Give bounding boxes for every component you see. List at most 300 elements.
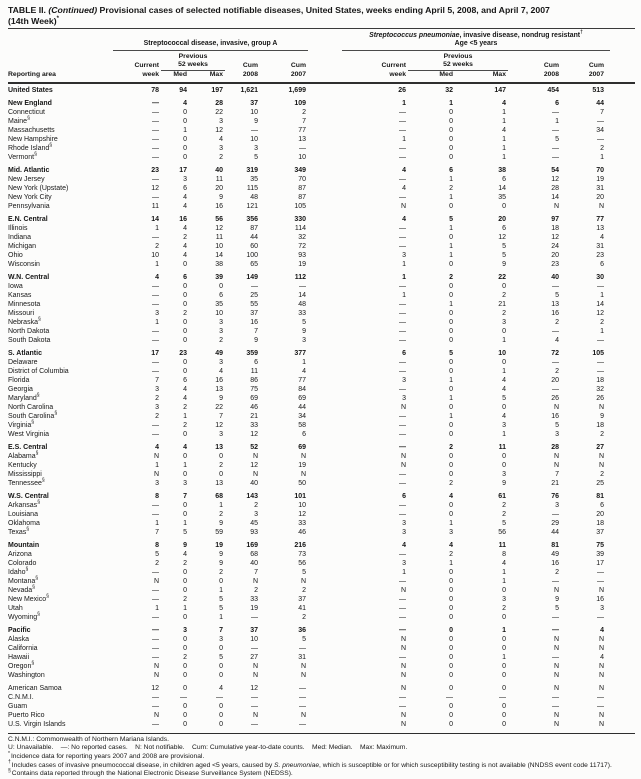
value-cell: 1 [183, 126, 187, 134]
value-cell: 39 [215, 273, 223, 281]
row-label: Georgia [8, 385, 33, 393]
value-cell: — [152, 300, 159, 308]
value-cell: 4 [183, 251, 187, 259]
year-2008-label: 2008 [242, 71, 258, 78]
value-cell: 0 [449, 684, 453, 692]
value-cell: 6 [183, 376, 187, 384]
value-cell: 4 [502, 385, 506, 393]
value-cell: 69 [250, 394, 258, 402]
value-cell: 11 [151, 202, 159, 210]
value-cell: 2 [600, 430, 604, 438]
footnote-marker: § [26, 526, 30, 533]
value-cell: 0 [449, 635, 453, 643]
value-cell: 40 [250, 559, 258, 567]
value-cell: 3 [219, 117, 223, 125]
value-cell: 7 [219, 626, 223, 634]
value-cell: 0 [449, 586, 453, 594]
value-cell: 0 [183, 144, 187, 152]
value-cell: 2 [219, 510, 223, 518]
column-header-cum-2008-2 [508, 53, 561, 80]
value-cell: 5 [183, 528, 187, 536]
value-cell: 0 [449, 309, 453, 317]
dagger-footnote-marker: † [580, 29, 583, 36]
value-cell: — [251, 126, 258, 134]
group-header-age-subtitle: Age <5 years [454, 40, 498, 48]
value-cell: 1 [449, 242, 453, 250]
value-cell: 44 [250, 233, 258, 241]
value-cell: N [153, 711, 159, 719]
row-label: New England [8, 99, 52, 107]
table-section [8, 86, 635, 95]
value-cell: 7 [183, 492, 187, 500]
value-cell: 17 [179, 166, 187, 174]
value-cell: — [597, 117, 604, 125]
value-cell: N [400, 662, 406, 670]
value-cell: N [400, 202, 406, 210]
value-cell: 20 [551, 376, 559, 384]
value-cell: 9 [183, 541, 187, 549]
value-cell: — [399, 233, 406, 241]
value-cell: 39 [596, 550, 604, 558]
value-cell: 8 [155, 541, 159, 549]
value-cell: — [399, 626, 406, 634]
value-cell: N [553, 202, 559, 210]
table-row [8, 586, 635, 595]
value-cell: — [597, 693, 604, 701]
value-cell: 7 [155, 376, 159, 384]
value-cell: — [552, 282, 559, 290]
value-cell: 1 [502, 653, 506, 661]
row-label: Rhode Island§ [8, 142, 53, 152]
value-cell: N [553, 461, 559, 469]
value-cell: — [299, 144, 306, 152]
value-cell: N [553, 586, 559, 594]
value-cell: 18 [551, 224, 559, 232]
value-cell: N [598, 403, 604, 411]
value-cell: — [152, 568, 159, 576]
group-header-s-pneumoniae-line1 [342, 29, 610, 40]
value-cell: 20 [596, 510, 604, 518]
value-cell: 3 [402, 519, 406, 527]
table-row [8, 550, 635, 559]
current-label: Current [381, 62, 406, 70]
value-cell: 16 [179, 215, 187, 223]
value-cell: 1 [502, 144, 506, 152]
value-cell: — [399, 479, 406, 487]
value-cell: 3 [449, 528, 453, 536]
value-cell: 5 [155, 550, 159, 558]
column-header-reporting-area [8, 53, 108, 80]
value-cell: 2 [302, 613, 306, 621]
value-cell: 31 [596, 184, 604, 192]
value-cell: — [399, 604, 406, 612]
value-cell: 37 [596, 528, 604, 536]
value-cell: 2 [155, 394, 159, 402]
value-cell: 37 [250, 99, 258, 107]
footnote-text: U: Unavailable. —: No reported cases. N: Not notifiable. Cum: Cumulative year-to-date counts. Med: Median. Max: Maximum. [8, 744, 408, 752]
value-cell: — [399, 336, 406, 344]
value-cell: — [399, 108, 406, 116]
cum-label: Cum [242, 62, 258, 70]
value-cell: 72 [298, 242, 306, 250]
value-cell: 2 [502, 510, 506, 518]
value-cell: 149 [246, 273, 258, 281]
value-cell: 44 [596, 99, 604, 107]
value-cell: 105 [592, 349, 604, 357]
value-cell: 0 [219, 470, 223, 478]
row-label: Puerto Rico [8, 711, 45, 719]
value-cell: 5 [302, 568, 306, 576]
value-cell: 12 [215, 126, 223, 134]
value-cell: 26 [551, 394, 559, 402]
value-cell: 3 [402, 559, 406, 567]
value-cell: 7 [302, 117, 306, 125]
value-cell: 61 [498, 492, 506, 500]
title-footnote-marker: * [56, 15, 59, 22]
value-cell: 0 [183, 117, 187, 125]
value-cell: 0 [183, 452, 187, 460]
table-section [8, 349, 635, 439]
value-cell: 1,621 [240, 86, 258, 94]
value-cell: — [399, 175, 406, 183]
table-row [8, 273, 635, 282]
value-cell: 68 [215, 492, 223, 500]
value-cell: 9 [219, 559, 223, 567]
value-cell: — [152, 153, 159, 161]
value-cell: — [152, 430, 159, 438]
value-cell: 4 [449, 541, 453, 549]
value-cell: — [152, 702, 159, 710]
value-cell: — [399, 300, 406, 308]
value-cell: 319 [246, 166, 258, 174]
value-cell: — [299, 684, 306, 692]
table-row [8, 251, 635, 260]
row-label: C.N.M.I. [8, 693, 34, 701]
value-cell: 6 [600, 260, 604, 268]
value-cell: — [152, 291, 159, 299]
value-cell: — [446, 693, 453, 701]
value-cell: 3 [402, 376, 406, 384]
value-cell: 109 [294, 99, 306, 107]
previous-52-weeks-label [408, 53, 508, 71]
row-label: Maryland§ [8, 392, 40, 402]
value-cell: — [152, 175, 159, 183]
value-cell: 6 [555, 99, 559, 107]
value-cell: — [399, 470, 406, 478]
footnote [8, 770, 635, 779]
value-cell: 0 [449, 470, 453, 478]
value-cell: 1 [302, 358, 306, 366]
value-cell: 2 [502, 291, 506, 299]
value-cell: 112 [294, 273, 306, 281]
value-cell: 97 [551, 215, 559, 223]
value-cell: — [399, 421, 406, 429]
footnote-marker: § [49, 142, 53, 149]
row-label: South Carolina§ [8, 410, 58, 420]
value-cell: 0 [219, 577, 223, 585]
value-cell: 216 [294, 541, 306, 549]
value-cell: 0 [449, 568, 453, 576]
value-cell: 48 [250, 193, 258, 201]
value-cell: 0 [183, 108, 187, 116]
row-label: Ohio [8, 251, 23, 259]
value-cell: 14 [596, 300, 604, 308]
row-label: Wyoming§ [8, 611, 40, 621]
table-section [8, 99, 635, 162]
value-cell: 7 [600, 108, 604, 116]
value-cell: 6 [402, 349, 406, 357]
value-cell: N [553, 644, 559, 652]
value-cell: — [597, 358, 604, 366]
value-cell: 22 [215, 403, 223, 411]
value-cell: 1 [183, 461, 187, 469]
max-label: Max [209, 71, 223, 78]
value-cell: 5 [254, 153, 258, 161]
value-cell: 7 [219, 412, 223, 420]
value-cell: 1 [502, 367, 506, 375]
table-row [8, 702, 635, 711]
row-label: Nebraska§ [8, 316, 41, 326]
value-cell: 2 [502, 604, 506, 612]
value-cell: 17 [596, 559, 604, 567]
value-cell: N [598, 635, 604, 643]
column-header-current-week-1 [108, 53, 161, 80]
value-cell: 12 [250, 684, 258, 692]
row-label: Colorado [8, 559, 37, 567]
value-cell: — [152, 135, 159, 143]
value-cell: 23 [179, 349, 187, 357]
value-cell: 11 [498, 541, 506, 549]
value-cell: 20 [551, 251, 559, 259]
value-cell: N [300, 470, 306, 478]
table-row [8, 684, 635, 693]
row-label: Pacific [8, 626, 31, 634]
value-cell: 1 [402, 99, 406, 107]
value-cell: 65 [250, 260, 258, 268]
table-row [8, 300, 635, 309]
table-row [8, 559, 635, 568]
value-cell: 0 [183, 260, 187, 268]
table-row [8, 720, 635, 729]
value-cell: — [399, 327, 406, 335]
value-cell: — [552, 626, 559, 634]
row-label: Mountain [8, 541, 40, 549]
value-cell: 454 [547, 86, 559, 94]
value-cell: 1 [183, 412, 187, 420]
value-cell: 0 [449, 711, 453, 719]
value-cell: 0 [449, 644, 453, 652]
value-cell: 58 [298, 421, 306, 429]
value-cell: — [251, 644, 258, 652]
value-cell: 5 [302, 635, 306, 643]
row-label: Guam [8, 702, 28, 710]
value-cell: — [552, 327, 559, 335]
row-label: E.N. Central [8, 215, 48, 223]
table-section [8, 166, 635, 211]
value-cell: 1 [502, 135, 506, 143]
previous-label: Previous [443, 52, 473, 60]
value-cell: 1 [502, 108, 506, 116]
med-label: Med [439, 71, 453, 78]
value-cell: 0 [183, 586, 187, 594]
value-cell: 77 [298, 126, 306, 134]
value-cell: 48 [298, 300, 306, 308]
value-cell: — [152, 613, 159, 621]
table-row [8, 175, 635, 184]
table-row [8, 193, 635, 202]
group-header-strep-a-title: Streptococcal disease, invasive, group A [143, 40, 278, 48]
value-cell: 16 [551, 412, 559, 420]
value-cell: 0 [502, 644, 506, 652]
value-cell: — [152, 117, 159, 125]
value-cell: 0 [449, 385, 453, 393]
value-cell: 21 [498, 300, 506, 308]
footnote-marker: § [37, 499, 40, 506]
value-cell: 1 [449, 412, 453, 420]
value-cell: 7 [555, 470, 559, 478]
value-cell: 0 [449, 501, 453, 509]
footnote-marker: § [35, 450, 39, 457]
value-cell: 37 [298, 595, 306, 603]
row-label: North Carolina [8, 403, 54, 411]
value-cell: 0 [449, 662, 453, 670]
value-cell: 1 [449, 175, 453, 183]
value-cell: 1 [555, 117, 559, 125]
value-cell: 0 [219, 720, 223, 728]
value-cell: 13 [298, 135, 306, 143]
table-row [8, 412, 635, 421]
value-cell: 4 [600, 653, 604, 661]
value-cell: 1 [183, 519, 187, 527]
value-cell: 56 [298, 559, 306, 567]
value-cell: 0 [449, 367, 453, 375]
column-header-cum-2007-1 [260, 53, 308, 80]
value-cell: 2 [155, 242, 159, 250]
title-week: (14th Week) [8, 15, 57, 26]
value-cell: 0 [449, 626, 453, 634]
value-cell: 9 [502, 260, 506, 268]
value-cell: 33 [250, 595, 258, 603]
value-cell: 1 [502, 430, 506, 438]
value-cell: 0 [183, 501, 187, 509]
value-cell: — [152, 586, 159, 594]
value-cell: — [399, 501, 406, 509]
value-cell: 34 [298, 412, 306, 420]
value-cell: 17 [151, 349, 159, 357]
table-row [8, 117, 635, 126]
row-label: District of Columbia [8, 367, 69, 375]
value-cell: 0 [502, 586, 506, 594]
value-cell: 0 [449, 452, 453, 460]
footnote-marker: § [8, 768, 11, 775]
value-cell: 12 [215, 421, 223, 429]
value-cell: 23 [596, 251, 604, 259]
value-cell: 12 [551, 175, 559, 183]
value-cell: 2 [183, 653, 187, 661]
value-cell: 100 [246, 251, 258, 259]
value-cell: 0 [183, 470, 187, 478]
value-cell: 20 [498, 215, 506, 223]
value-cell: 0 [449, 403, 453, 411]
value-cell: 4 [183, 385, 187, 393]
weeks52-label: 52 weeks [443, 61, 473, 69]
value-cell: 0 [502, 711, 506, 719]
value-cell: 10 [215, 242, 223, 250]
group-header-s-pneumoniae [342, 29, 610, 51]
value-cell: 0 [183, 671, 187, 679]
value-cell: 9 [219, 193, 223, 201]
value-cell: 19 [298, 461, 306, 469]
value-cell: 0 [183, 430, 187, 438]
value-cell: — [152, 126, 159, 134]
value-cell: 2 [219, 568, 223, 576]
row-label: Illinois [8, 224, 28, 232]
row-label: West Virginia [8, 430, 49, 438]
value-cell: — [152, 327, 159, 335]
value-cell: 0 [219, 702, 223, 710]
value-cell: 1 [449, 99, 453, 107]
table-row [8, 215, 635, 224]
value-cell: N [400, 671, 406, 679]
value-cell: — [552, 613, 559, 621]
value-cell: 44 [551, 528, 559, 536]
value-cell: 4 [183, 550, 187, 558]
value-cell: 11 [498, 443, 506, 451]
value-cell: 52 [250, 443, 258, 451]
value-cell: — [152, 336, 159, 344]
value-cell: — [152, 595, 159, 603]
value-cell: 1 [402, 568, 406, 576]
value-cell: 6 [183, 273, 187, 281]
value-cell: 54 [551, 166, 559, 174]
value-cell: — [552, 108, 559, 116]
value-cell: 1 [502, 577, 506, 585]
value-cell: — [152, 358, 159, 366]
row-label: Oklahoma [8, 519, 40, 527]
value-cell: N [400, 586, 406, 594]
value-cell: 3 [183, 626, 187, 634]
value-cell: 4 [219, 684, 223, 692]
value-cell: 59 [215, 528, 223, 536]
value-cell: 46 [250, 403, 258, 411]
group-header-strep-a [113, 32, 308, 51]
value-cell: N [598, 586, 604, 594]
value-cell: 2 [449, 184, 453, 192]
value-cell: 0 [502, 461, 506, 469]
value-cell: 0 [449, 233, 453, 241]
value-cell: 0 [502, 662, 506, 670]
value-cell: N [598, 671, 604, 679]
value-cell: — [399, 595, 406, 603]
row-label: Hawaii [8, 653, 30, 661]
value-cell: 20 [215, 184, 223, 192]
row-label: Massachusetts [8, 126, 55, 134]
value-cell: — [399, 367, 406, 375]
value-cell: 5 [449, 349, 453, 357]
value-cell: 4 [502, 376, 506, 384]
table-row [8, 153, 635, 162]
value-cell: — [152, 510, 159, 518]
value-cell: 22 [498, 273, 506, 281]
row-label: U.S. Virgin Islands [8, 720, 66, 728]
table-row [8, 671, 635, 680]
value-cell: 0 [183, 684, 187, 692]
table-title [8, 5, 635, 26]
value-cell: 3 [219, 144, 223, 152]
value-cell: 35 [250, 175, 258, 183]
value-cell: N [553, 671, 559, 679]
value-cell: 93 [298, 251, 306, 259]
